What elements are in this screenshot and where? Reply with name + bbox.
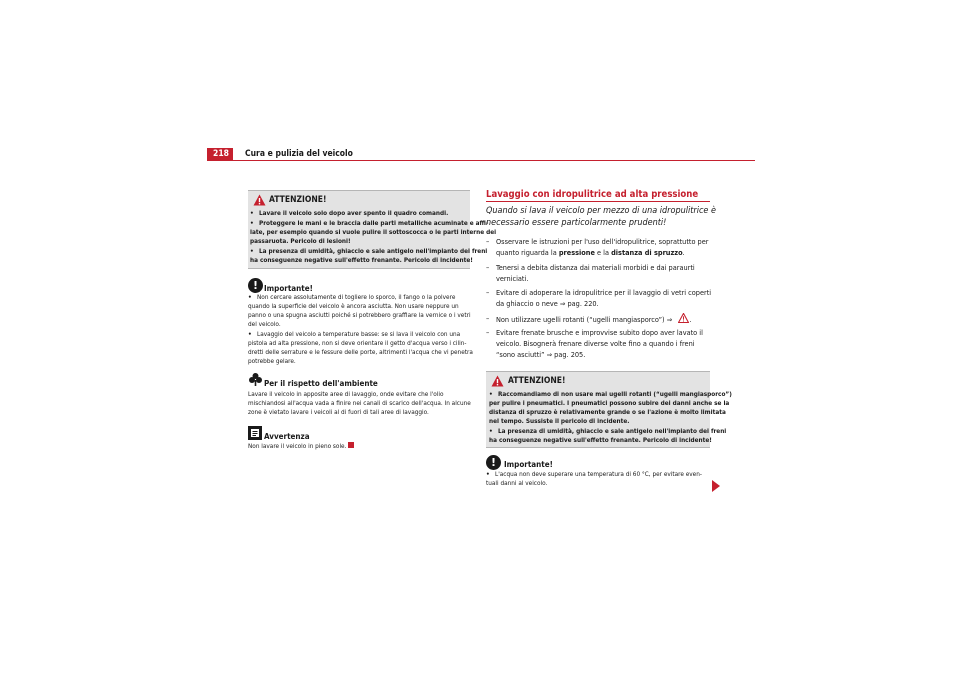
step-item: – Tenersi a debita distanza dai materiali morbidi e dai paraurti verniciati. <box>486 263 695 283</box>
importante-line: potrebbe gelare. <box>248 357 296 365</box>
section-rule <box>486 201 710 202</box>
step-item: – Evitare frenate brusche e improvvise subito dopo aver lavato il veicolo. Bisognerà frenare diverse volte fino a quando i freni “sono asciutti” ⇒ pag. 205. <box>486 328 703 359</box>
end-marker-icon <box>348 442 354 448</box>
header-rule <box>207 160 755 161</box>
importante-line: • L'acqua non deve superare una temperatura di 60 °C, per evitare even- <box>486 470 702 478</box>
warning-item-cont: per pulire i pneumatici. I pneumatici possono subire dei danni anche se la <box>489 399 730 407</box>
warning-item-cont: nel tempo. Sussiste il pericolo di incidente. <box>489 417 630 425</box>
importante-line: tuali danni al veicolo. <box>486 479 548 487</box>
warning-item-cont: passaruota. Pericolo di lesioni! <box>250 237 351 245</box>
importante-line: • Lavaggio del veicolo a temperature basse: se si lava il veicolo con una <box>248 330 461 338</box>
importante-line: panno o una spugna asciutti poiché si potrebbero graffiare la vernice o i vetri <box>248 311 471 319</box>
importante-line: dretti delle serrature e le fessure delle porte, altrimenti l'acqua che vi penetra <box>248 348 473 356</box>
warning-triangle-icon <box>678 313 689 323</box>
ambiente-line: Lavare il veicolo in apposite aree di lavaggio, onde evitare che l'olio <box>248 390 444 398</box>
warning-item: • La presenza di umidità, ghiaccio e sale antigelo nell'impianto dei freni <box>250 247 488 255</box>
step-item: – Evitare di adoperare la idropulitrice per il lavaggio di vetri coperti da ghiaccio o neve ⇒ pag. 220. <box>486 288 712 308</box>
warning-triangle-icon <box>491 375 504 387</box>
warning-item-cont: distanza di spruzzo è relativamente grande o se l'azione è molto limitata <box>489 408 726 416</box>
warning-item-cont: ha conseguenze negative sull'effetto frenante. Pericolo di incidente! <box>489 436 712 444</box>
ambiente-title: Per il rispetto dell'ambiente <box>264 379 378 388</box>
importante-line: • Non cercare assolutamente di togliere lo sporco, il fango o la polvere <box>248 293 456 301</box>
warning-item: • Proteggere le mani e le braccia dalle parti metalliche acuminate e affi- <box>250 219 489 227</box>
warning-triangle-icon <box>253 194 266 206</box>
warning-item: • Lavare il veicolo solo dopo aver spento il quadro comandi. <box>250 209 449 217</box>
warning-item-cont: ha conseguenze negative sull'effetto frenante. Pericolo di incidente! <box>250 256 473 264</box>
chapter-title: Cura e pulizia del veicolo <box>245 149 353 159</box>
importante-line: pistola ad alta pressione, non si deve orientare il getto d'acqua verso i cilin- <box>248 339 467 347</box>
importante-line: del veicolo. <box>248 320 281 328</box>
importante-line: quando la superficie del veicolo è ancora asciutta. Non usare neppure un <box>248 302 459 310</box>
avvertenza-title: Avvertenza <box>264 432 310 441</box>
avvertenza-text: Non lavare il veicolo in pieno sole. <box>248 442 354 451</box>
warning-item: • Raccomandiamo di non usare mai ugelli rotanti (“ugelli mangiasporco”) <box>489 390 732 398</box>
step-item: – Osservare le istruzioni per l'uso dell'idropulitrice, soprattutto per quanto riguarda la pressione e la distanza di spruzzo. <box>486 237 709 257</box>
warning-item-cont: late, per esempio quando si vuole pulire il sottoscocca o le parti interne dei <box>250 228 497 236</box>
caution-icon: ! <box>486 455 501 470</box>
ambiente-line: zone è vietato lavare i veicoli al di fuori di tali aree di lavaggio. <box>248 408 429 416</box>
caution-icon: ! <box>248 278 263 293</box>
step-item: – Non utilizzare ugelli rotanti (“ugelli mangiasporco”) ⇒ . <box>486 314 692 324</box>
page-number: 218 <box>213 149 229 159</box>
section-title: Lavaggio con idropulitrice ad alta pressione <box>486 189 699 200</box>
warning-title-right: ATTENZIONE! <box>508 376 566 386</box>
warning-item: • La presenza di umidità, ghiaccio e sale antigelo nell'impianto dei freni <box>489 427 727 435</box>
importante-title-right: Importante! <box>504 460 553 469</box>
ambiente-line: mischiandosi all'acqua vada a finire nei canali di scarico dell'acqua. In alcune <box>248 399 471 407</box>
environment-icon <box>248 372 263 387</box>
note-icon <box>248 426 262 440</box>
section-intro: Quando si lava il veicolo per mezzo di una idropulitrice è necessario essere particolarmente prudenti! <box>486 206 716 228</box>
next-page-arrow-icon <box>712 480 720 492</box>
importante-title-left: Importante! <box>264 284 313 293</box>
warning-title-left: ATTENZIONE! <box>269 195 327 205</box>
